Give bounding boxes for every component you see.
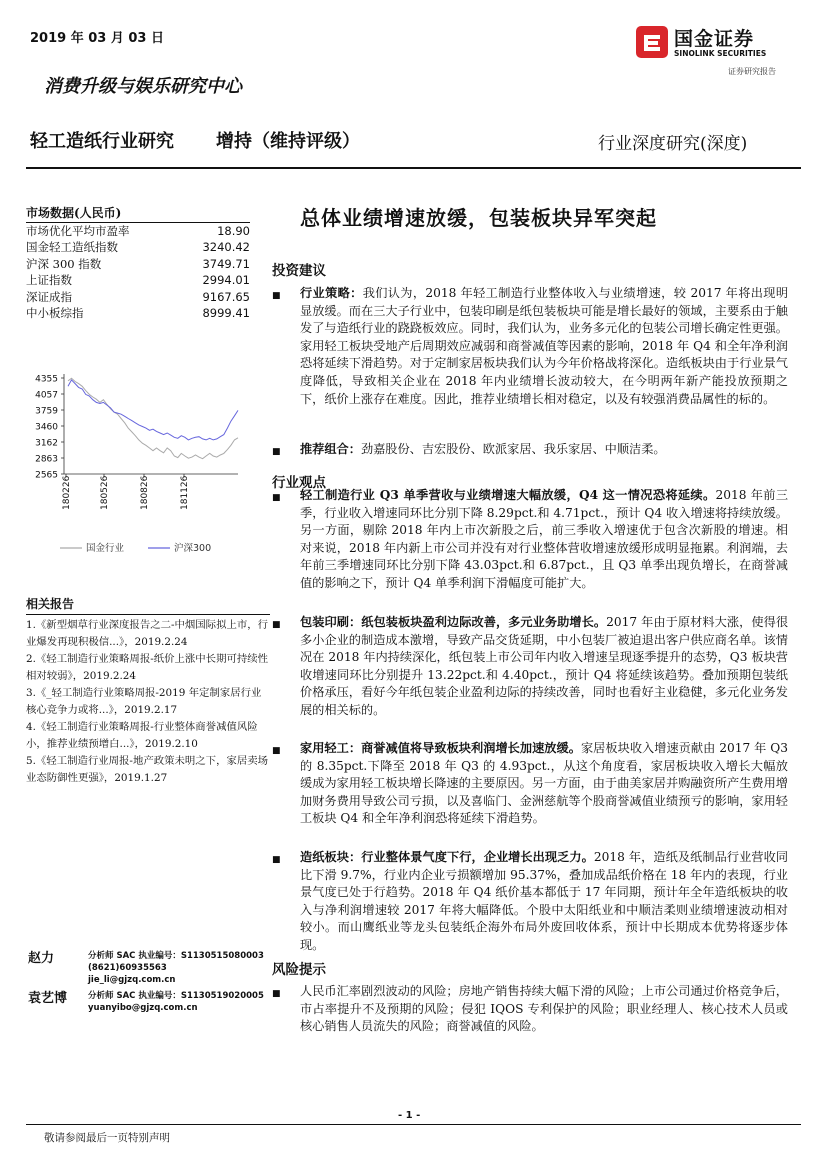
related-reports — [26, 596, 270, 787]
main-title: 总体业绩增速放缓，包装板块异军突起 — [300, 206, 657, 230]
para-text: 家居板块收入增速贡献由 2017 年 Q3 的 8.35pct.下降至 2018 年 Q3 的 4.93pct.，从这个角度看，家居板块收入增长大幅放缓成为家用轻工板块增长降速的主要原因。另一方面，由于曲美家居并购融资所产生费用增加财务费用导致公司亏损，以及喜临门、金洲慈航等个股商誉减值业绩预亏的影响，家用轻工板块 Q4 和全年净利润恐将延续下滑趋势。 — [300, 741, 789, 826]
para-lead: 轻工制造行业 Q3 单季营收与业绩增速大幅放缓，Q4 这一情况恐将延续。 — [300, 488, 716, 502]
analyst-name: 赵力 — [28, 951, 55, 966]
market-value: 3749.71 — [202, 256, 250, 271]
x-tick-label: 180226 — [62, 475, 72, 510]
y-tick-label: 4057 — [35, 390, 58, 401]
para-lead: 造纸板块：行业整体景气度下行，企业增长出现乏力。 — [300, 850, 594, 864]
x-tick-label: 180526 — [100, 475, 110, 510]
risk-text: 人民币汇率剧烈波动的风险；房地产销售持续大幅下滑的风险；上市公司通过价格竞争后，市占率提升不及预期的风险；侵犯 IQOS 专利保护的风险；职业经理人、核心技术人员或核心销售人员流失的风险；商誉减值的风险。 — [300, 984, 788, 1034]
para-text: 我们认为，2018 年轻工制造行业整体收入与业绩增速，较 2017 年将出现明显放缓。而在三大子行业中，包装印刷是纸包装板块可能是增长最好的领域，主要系由于触发了与造纸行业的跷跷板效应。同时，我们认为，业务多元化的包装公司增长确定性更强。家用轻工板块受地产后周期效应减弱和商誉减值等因素的影响，2018 年 Q4 和全年净利润恐将延续下滑趋势。对于定制家居板块我们认为今年价格战将深化。造纸板块由于行业景气度降低，导致相关企业在 2018 年内业绩增长波动较大，在今明两年新产能投放预期之下，纸价上涨存在难度。因此，推荐业绩增长相对稳定，以及有较强消费品属性的标的。 — [300, 286, 789, 406]
page-number: - 1 - — [398, 1110, 421, 1121]
invest-strategy — [300, 285, 788, 408]
sinolink-logo-icon — [636, 26, 668, 58]
market-row — [26, 272, 250, 288]
related-report-item[interactable]: 2.《轻工制造行业策略周报-纸价上涨中长期可持续性相对较弱》，2019.2.24 — [26, 653, 269, 682]
index-chart — [20, 368, 250, 568]
y-tick-label: 3162 — [35, 438, 58, 449]
para-text: 2018 年前三季，行业收入增速同环比分别下降 8.29pct.和 4.71pct.，预计 Q4 收入增速将持续放缓。另一方面，剔除 2018 年内上市次新股之后，前三季收入增速优于包含次新股的增速。相对来说，2018 年内新上市公司并没有对行业整体营收增速放缓形成明显拖累。利润端，去年前三季增速同环比分别下降 43.03pct.和 6.87pct.，且 Q3 单季出现负增长，在商誉减值的影响之下，预计 Q4 单季利润下滑幅度可能扩大。 — [300, 488, 789, 590]
market-value: 8999.41 — [202, 306, 250, 321]
x-tick-label: 180826 — [140, 475, 150, 510]
market-label: 沪深 300 指数 — [26, 256, 102, 271]
market-label: 深证成指 — [26, 289, 72, 304]
logo-en: SINOLINK SECURITIES — [674, 49, 767, 58]
para-lead: 行业策略： — [300, 286, 363, 300]
analyst-email[interactable]: jie_li@gjzq.com.cn — [88, 975, 176, 985]
section-view: 行业观点 — [272, 475, 326, 491]
view-industry — [300, 487, 788, 593]
y-tick-label: 4355 — [35, 374, 58, 385]
bullet-icon: ■ — [272, 493, 281, 503]
series-line-0 — [68, 378, 238, 458]
market-value: 18.90 — [217, 224, 250, 238]
series-line-1 — [68, 380, 238, 440]
disclaimer-note: 敬请参阅最后一页特别声明 — [44, 1132, 170, 1144]
market-row — [26, 289, 250, 305]
view-paper — [300, 849, 788, 955]
footer-rule — [26, 1124, 801, 1125]
market-label: 上证指数 — [26, 273, 72, 288]
y-tick-label: 3460 — [35, 422, 58, 433]
rating: 增持（维持评级） — [216, 131, 360, 152]
market-row — [26, 256, 250, 272]
logo — [636, 24, 806, 84]
bullet-icon: ■ — [272, 989, 281, 999]
research-center: 消费升级与娱乐研究中心 — [44, 76, 242, 97]
market-title: 市场数据(人民币) — [26, 206, 122, 220]
market-label: 市场优化平均市盈率 — [26, 224, 130, 238]
industry-title: 轻工造纸行业研究 — [30, 131, 174, 152]
logo-sub: 证券研究报告 — [728, 67, 776, 76]
market-value: 3240.42 — [202, 240, 250, 255]
market-value: 2994.01 — [202, 273, 250, 288]
market-row — [26, 223, 250, 239]
index-line-chart — [20, 368, 250, 568]
y-tick-label: 2863 — [35, 454, 58, 465]
para-text: 2018 年，造纸及纸制品行业营收同比下滑 9.7%，行业内企业亏损额增加 95.37%，叠加成品纸价格在 18 年内的表现，行业景气度已处于行趋势。2018 年 Q4 纸价基本都低于 17 年同期，预计年全年造纸板块的收入与净利润增速较 2017 年将大幅降低。个股中太阳纸业和中顺洁柔则业绩增速波动相对较小。而山鹰纸业等龙头包装纸企海外布局外废回收体系，预计中长期成本优势将逐步体现。 — [300, 850, 789, 952]
market-row — [26, 305, 250, 321]
bullet-icon: ■ — [272, 855, 281, 865]
related-report-item[interactable]: 5.《轻工制造行业周报-地产政策未明之下，家居卖场业态防御性更强》，2019.1.27 — [26, 755, 269, 784]
analyst-name: 袁艺博 — [28, 991, 68, 1006]
view-packaging — [300, 614, 788, 720]
analyst-phone: (8621)60935563 — [88, 963, 167, 973]
y-tick-label: 3759 — [35, 406, 58, 417]
para-text: 劲嘉股份、吉宏股份、欧派家居、我乐家居、中顺洁柔。 — [360, 442, 666, 456]
logo-cn: 国金证券 — [674, 28, 755, 50]
x-tick-label: 181126 — [180, 475, 190, 510]
market-label: 国金轻工造纸指数 — [26, 240, 118, 255]
market-row — [26, 239, 250, 255]
para-lead: 推荐组合： — [300, 442, 361, 456]
para-text: 2017 年由于原材料大涨，使得很多小企业的制造成本激增，导致产品交货延期，中小包装厂被迫退出客户供应商名单。该情况在 2018 年内持续深化，纸包装上市公司年内收入增速呈现逐季提升的态势，Q3 板块营收增速同环比分别提升 13.22pct.和 4.40pct.，预计 Q4 将延续该趋势。叠加预期包装纸价格承压，看好今年纸包装企业盈利边际的持续改善，同时也看好主业稳健，多元化业务发展的相关标的。 — [300, 615, 789, 717]
view-home — [300, 740, 788, 828]
market-data — [26, 205, 250, 321]
related-title: 相关报告 — [26, 597, 75, 611]
bullet-icon: ■ — [272, 620, 281, 630]
report-type: 行业深度研究(深度) — [598, 134, 748, 154]
market-value: 9167.65 — [202, 289, 250, 304]
legend-label: 国金行业 — [86, 543, 125, 554]
section-invest: 投资建议 — [272, 263, 326, 279]
legend-label: 沪深300 — [174, 543, 212, 554]
section-risk: 风险提示 — [272, 962, 326, 978]
market-label: 中小板综指 — [26, 306, 84, 321]
header-rule — [26, 167, 801, 169]
bullet-icon: ■ — [272, 746, 281, 756]
para-lead: 包装印刷：纸包装板块盈利边际改善，多元业务助增长。 — [300, 615, 607, 629]
related-report-item[interactable]: 3.《_轻工制造行业策略周报-2019 年定制家居行业核心竞争力或将...》，2019.2.17 — [26, 687, 262, 716]
bullet-icon: ■ — [272, 291, 281, 301]
bullet-icon: ■ — [272, 447, 281, 457]
analyst-email[interactable]: yuanyibo@gjzq.com.cn — [88, 1003, 198, 1013]
related-report-item[interactable]: 4.《轻工制造行业策略周报-行业整体商誉减值风险小，推荐业绩预增白...》，2019.2.10 — [26, 721, 258, 750]
related-report-item[interactable]: 1.《新型烟草行业深度报告之二-中烟国际拟上市，行业爆发再现积极信...》，2019.2.24 — [26, 619, 269, 648]
y-tick-label: 2565 — [35, 470, 58, 481]
invest-portfolio — [300, 441, 788, 459]
analyst-sac: 分析师 SAC 执业编号：S1130515080003 — [88, 951, 264, 961]
para-lead: 家用轻工：商誉减值将导致板块利润增长加速放缓。 — [300, 741, 581, 755]
analyst-sac: 分析师 SAC 执业编号：S1130519020005 — [88, 991, 264, 1001]
report-date: 2019 年 03 月 03 日 — [30, 31, 164, 46]
